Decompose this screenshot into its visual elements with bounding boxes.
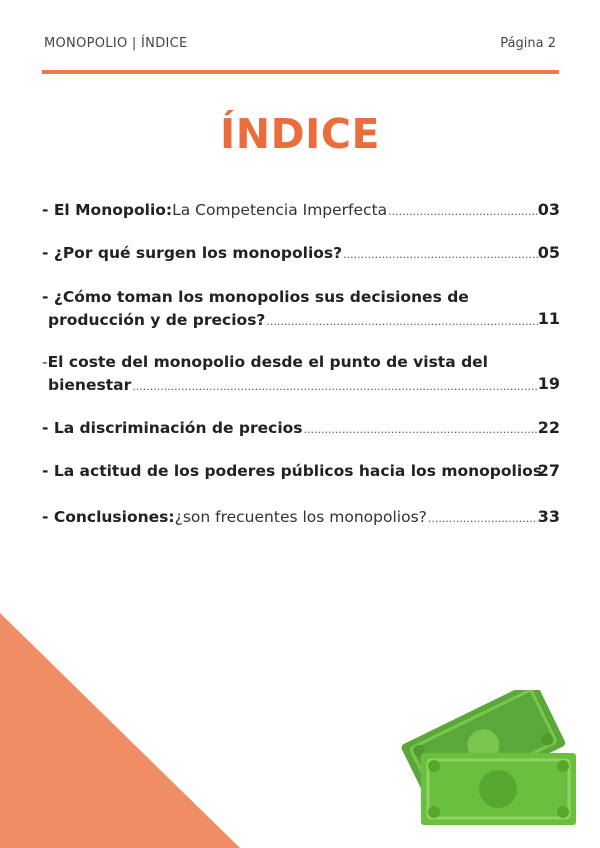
toc-entry-title-continued: producción y de precios? <box>48 311 266 329</box>
toc-entry-title: - Conclusiones: <box>42 508 175 526</box>
toc-entry[interactable] <box>42 351 542 398</box>
toc-entry[interactable] <box>42 199 542 223</box>
toc-entry-title: - El Monopolio: <box>42 201 173 219</box>
toc-entry[interactable] <box>42 417 542 441</box>
toc-entry[interactable] <box>42 460 542 483</box>
header-section-title: MONOPOLIO | ÍNDICE <box>44 36 188 51</box>
leader-dots <box>132 375 538 398</box>
toc-page-number: 33 <box>537 507 560 526</box>
toc-entry-dash: - <box>42 353 48 371</box>
toc-page-number: 27 <box>537 461 560 480</box>
toc-page-number: 03 <box>537 200 560 219</box>
leader-dots <box>266 310 538 333</box>
corner-triangle-decoration <box>0 613 240 848</box>
leader-dots <box>304 418 538 441</box>
toc-entry[interactable] <box>42 506 542 530</box>
toc-entry[interactable] <box>42 242 542 266</box>
toc-entry-subtitle: La Competencia Imperfecta <box>172 201 388 219</box>
toc-entry-title: - ¿Por qué surgen los monopolios? <box>42 244 343 262</box>
toc-page-number: 11 <box>537 309 560 328</box>
page-title: ÍNDICE <box>220 110 380 158</box>
toc-page-number: 19 <box>537 374 560 393</box>
toc-page-number: 22 <box>537 418 560 437</box>
toc-entry-title: - La discriminación de precios <box>42 419 303 437</box>
header-page-number: Página 2 <box>500 36 556 51</box>
toc-entry-title: - ¿Cómo toman los monopolios sus decisiones de <box>42 288 469 306</box>
toc-entry-title-continued: bienestar <box>48 376 132 394</box>
leader-dots <box>343 243 538 266</box>
header-divider <box>42 70 559 74</box>
toc-page-number: 05 <box>537 243 560 262</box>
banknotes-icon <box>385 690 585 830</box>
toc-entry[interactable] <box>42 286 542 333</box>
leader-dots <box>388 200 538 223</box>
toc-entry-title: El coste del monopolio desde el punto de vista del <box>47 353 488 371</box>
toc-entry-title: - La actitud de los poderes públicos hacia los monopolios <box>42 462 543 480</box>
toc-entry-subtitle: ¿son frecuentes los monopolios? <box>174 508 427 526</box>
